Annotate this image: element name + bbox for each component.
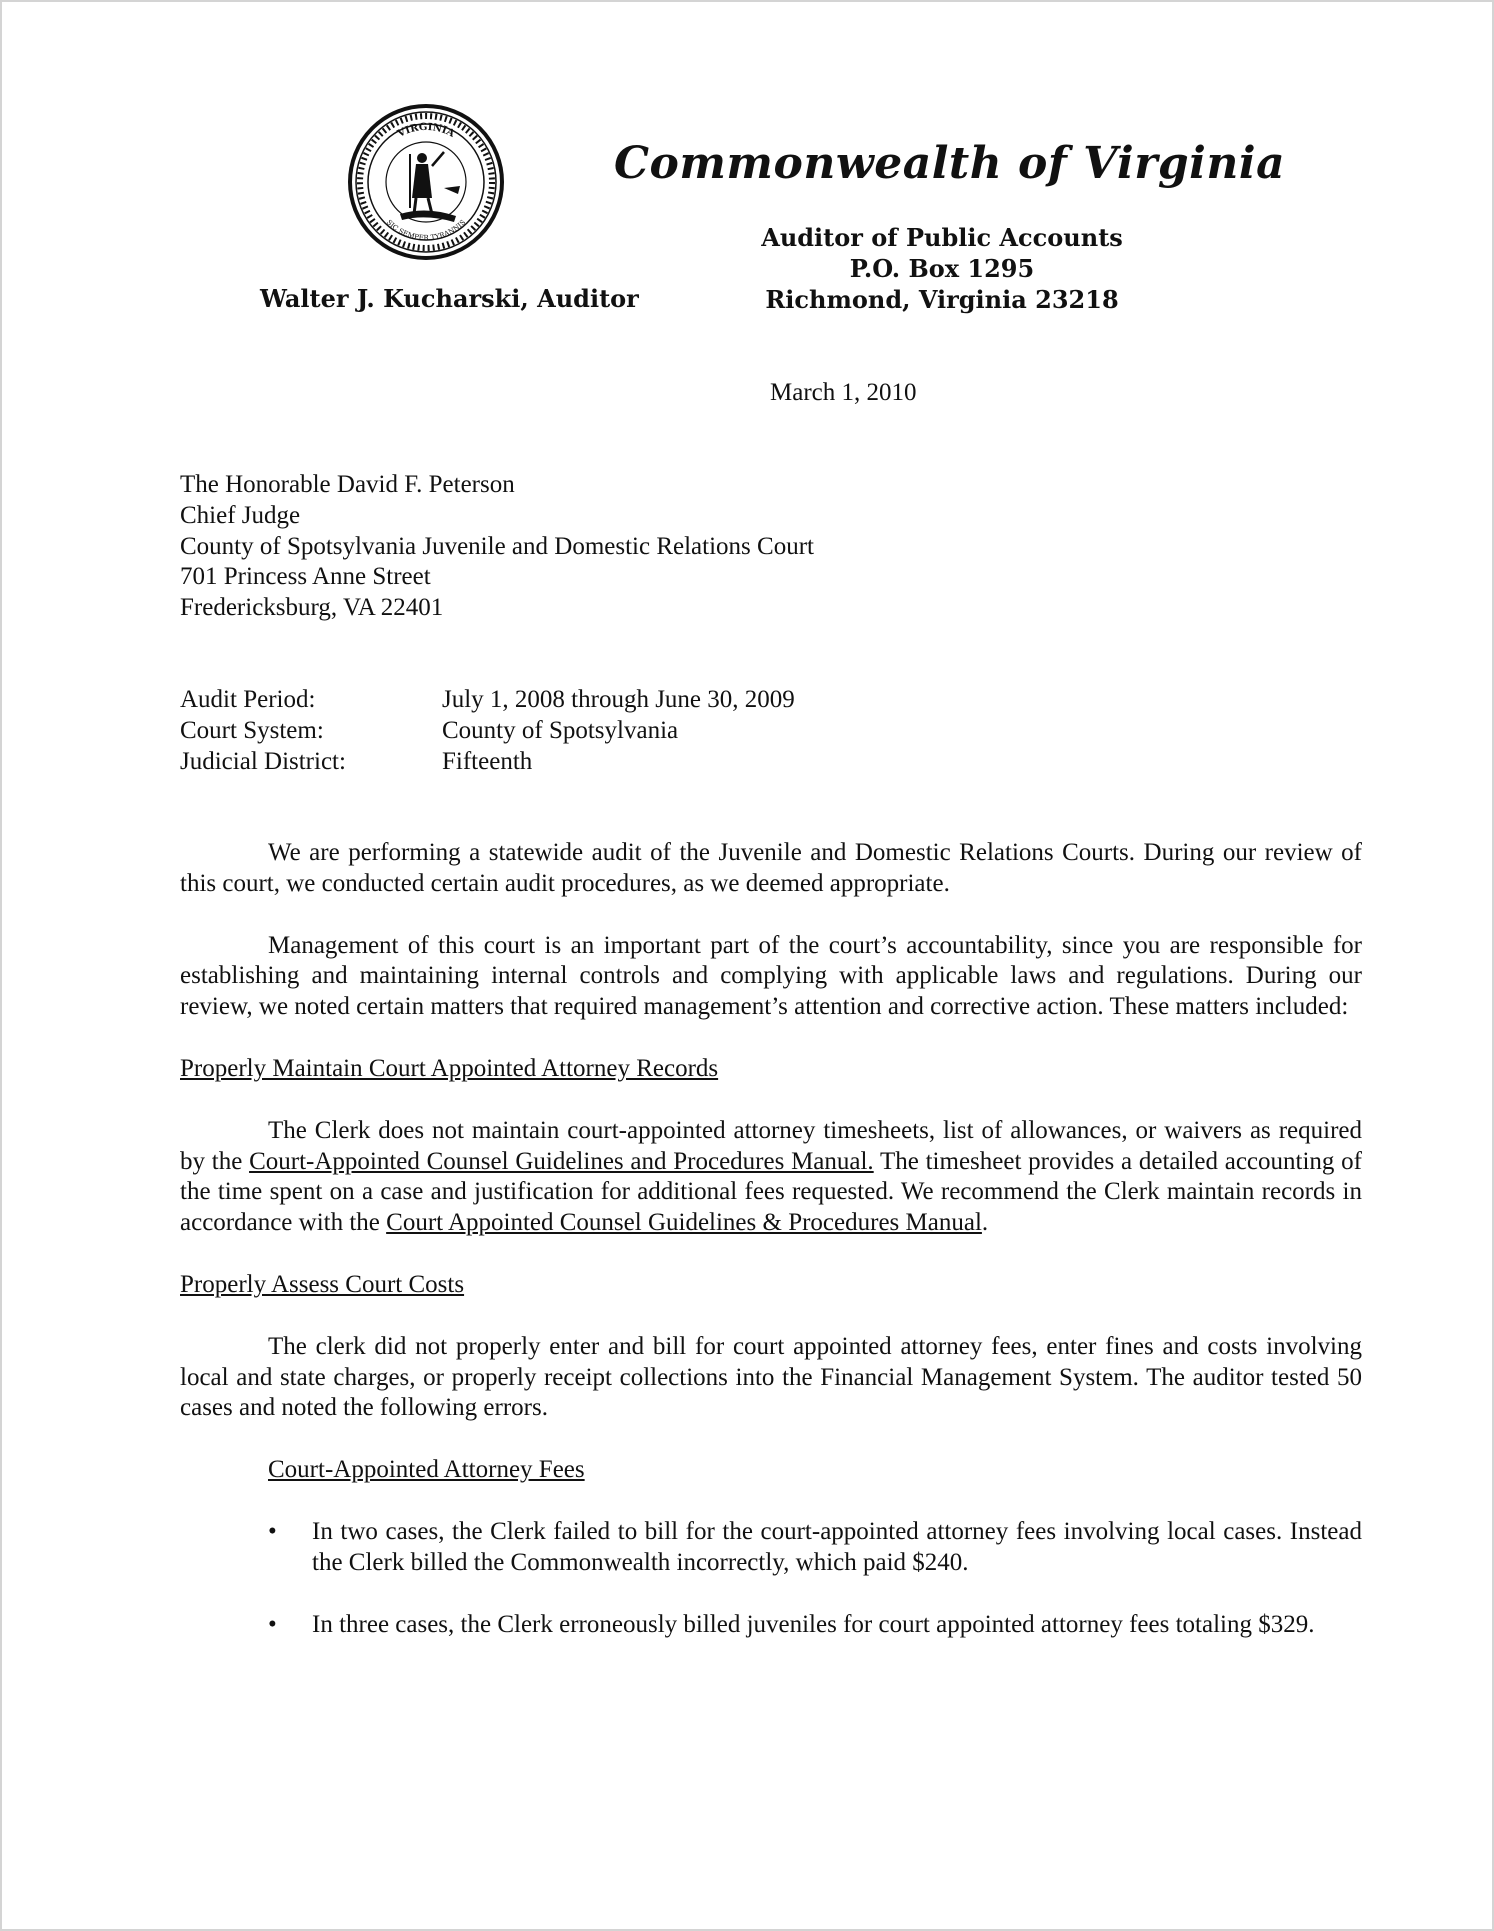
- letterhead-title: Commonwealth of Virginia: [614, 138, 1286, 189]
- court-system-row: [180, 716, 1360, 747]
- section-heading-costs: Properly Assess Court Costs: [180, 1270, 465, 1298]
- bullet-icon: •: [268, 1517, 277, 1545]
- court-system-label: Court System:: [180, 716, 324, 744]
- office-address: [742, 222, 1142, 315]
- addressee-court: County of Spotsylvania Juvenile and Domestic Relations Court: [180, 532, 814, 560]
- bullet-text-1: In two cases, the Clerk failed to bill for the court-appointed attorney fees involving local cases. Instead the Clerk billed the Commonwealth incorrectly, which paid $240.: [312, 1517, 1362, 1576]
- addressee-street: 701 Princess Anne Street: [180, 563, 431, 591]
- letter-date: March 1, 2010: [770, 379, 917, 406]
- addressee-title: Chief Judge: [180, 501, 301, 529]
- svg-text:VIRGINIA: [395, 122, 456, 140]
- office-name: Auditor of Public Accounts: [761, 223, 1123, 252]
- addressee-city: Fredericksburg, VA 22401: [180, 594, 444, 622]
- bullet-icon: •: [268, 1610, 277, 1638]
- office-po-box: P.O. Box 1295: [849, 254, 1035, 283]
- costs-paragraph: The clerk did not properly enter and bill for court appointed attorney fees, enter fines and costs involving local and state charges, or properly receipt collections into the Financial Management System. The auditor tested 50 cases and noted the following errors.: [180, 1332, 1362, 1422]
- records-text-a: The Clerk does not maintain court-appointed attorney timesheets, list of allowances, or waivers as required by the: [180, 1116, 1362, 1175]
- judicial-district-row: [180, 747, 1360, 778]
- office-city: Richmond, Virginia 23218: [765, 285, 1119, 314]
- court-system-value: County of Spotsylvania: [442, 716, 679, 744]
- audit-info: [180, 685, 1360, 777]
- attorney-fees-list: [180, 1517, 1362, 1640]
- manual-reference-1: Court-Appointed Counsel Guidelines and Procedures Manual.: [249, 1147, 874, 1175]
- auditor-name: Walter J. Kucharski, Auditor: [260, 284, 639, 313]
- judicial-district-label: Judicial District:: [180, 747, 346, 775]
- records-text-b: The timesheet provides a detailed accounting of the time spent on a case and justification for additional fees requested. We recommend the Clerk maintain records in accordance with the: [180, 1147, 1363, 1237]
- audit-period-value: July 1, 2008 through June 30, 2009: [442, 686, 795, 713]
- bullet-text-2: In three cases, the Clerk erroneously billed juveniles for court appointed attorney fees totaling $329.: [312, 1610, 1315, 1638]
- intro-paragraph: We are performing a statewide audit of the Juvenile and Domestic Relations Courts. During our review of this court, we conducted certain audit procedures, as we deemed appropriate.: [180, 839, 1362, 897]
- letter-body: [180, 838, 1362, 1640]
- audit-period-label: Audit Period:: [180, 686, 316, 713]
- list-item: [180, 1610, 1362, 1641]
- subheading-attorney-fees: Court-Appointed Attorney Fees: [268, 1456, 585, 1484]
- management-paragraph: Management of this court is an important part of the court’s accountability, since you are responsible for establishing and maintaining internal controls and complying with applicable laws and regulations. During our review, we noted certain matters that required management’s attention and corrective action. These matters included:: [180, 931, 1362, 1021]
- addressee-name: The Honorable David F. Peterson: [180, 471, 515, 498]
- records-text-c: .: [981, 1209, 989, 1237]
- records-paragraph: [180, 1116, 1362, 1239]
- section-heading-records: Properly Maintain Court Appointed Attorney Records: [180, 1054, 719, 1082]
- seal-bottom-text: SIC SEMPER TYRANNIS: [384, 218, 468, 243]
- addressee-block: [180, 470, 1360, 624]
- judicial-district-value: Fifteenth: [442, 747, 533, 775]
- audit-period-row: [180, 685, 1360, 716]
- list-item: [180, 1517, 1362, 1579]
- manual-reference-2: Court Appointed Counsel Guidelines & Procedures Manual: [386, 1209, 982, 1237]
- seal-top-text: VIRGINIA: [395, 121, 457, 140]
- virginia-seal-icon: [346, 102, 506, 262]
